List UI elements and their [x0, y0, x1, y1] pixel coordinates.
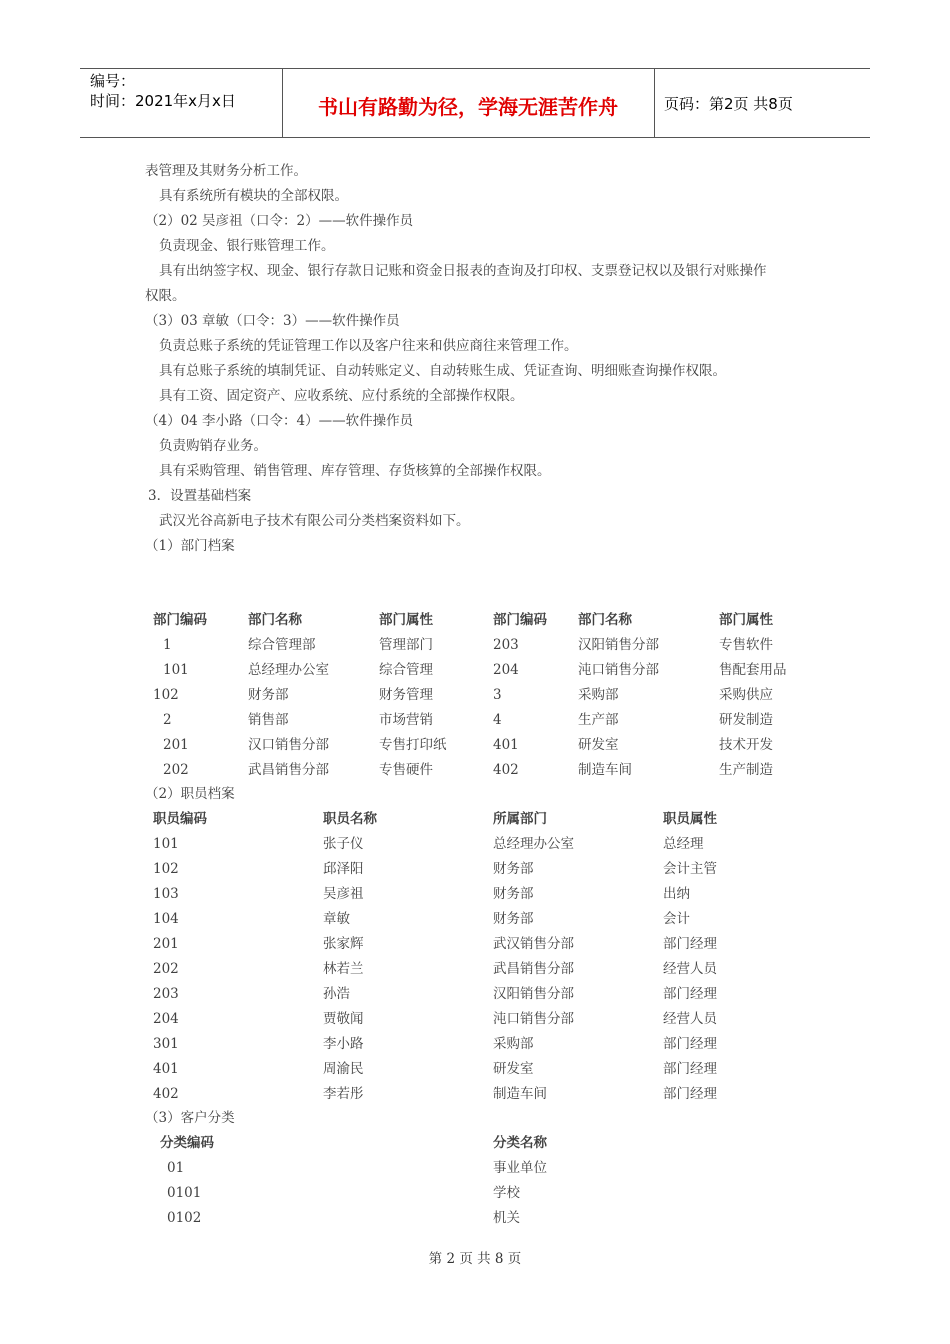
body-line: 表管理及其财务分析工作。: [145, 163, 307, 179]
table-cell: 专售硬件: [379, 762, 433, 778]
table-cell: 事业单位: [493, 1160, 547, 1176]
table-cell: 总经理办公室: [493, 836, 574, 852]
table-cell: 出纳: [663, 886, 690, 902]
table-cell: 201: [153, 936, 179, 952]
header-motto: 书山有路勤为径，学海无涯苦作舟: [318, 95, 618, 119]
table-cell: 203: [153, 986, 179, 1002]
header-divider: [654, 69, 655, 137]
table-cell: 4: [493, 712, 502, 728]
table-cell: 部门经理: [663, 986, 717, 1002]
table-cell: 汉阳销售分部: [578, 637, 659, 653]
table-cell: 张子仪: [323, 836, 364, 852]
table-cell: 3: [493, 687, 502, 703]
table-cell: 102: [153, 861, 179, 877]
table-header-cell: 职员编码: [153, 811, 207, 827]
table-cell: 武昌销售分部: [248, 762, 329, 778]
table-header-cell: 部门属性: [719, 612, 773, 628]
doc-number-label: 编号：: [90, 72, 136, 90]
table-cell: 101: [153, 836, 179, 852]
table-cell: 401: [493, 737, 519, 753]
table-cell: 售配套用品: [719, 662, 787, 678]
table-cell: 汉阳销售分部: [493, 986, 574, 1002]
table-header-cell: 部门属性: [379, 612, 433, 628]
body-line: 负责总账子系统的凭证管理工作以及客户往来和供应商往来管理工作。: [159, 338, 578, 354]
table-cell: 402: [493, 762, 519, 778]
body-line: （2）02 吴彦祖（口令：2）——软件操作员: [145, 213, 414, 229]
table-cell: 202: [153, 961, 179, 977]
body-line: 具有系统所有模块的全部权限。: [159, 188, 348, 204]
table-cell: 专售软件: [719, 637, 773, 653]
table-cell: 制造车间: [578, 762, 632, 778]
table-header-cell: 部门编码: [153, 612, 207, 628]
body-line: 具有工资、固定资产、应收系统、应付系统的全部操作权限。: [159, 388, 524, 404]
body-line: 具有总账子系统的填制凭证、自动转账定义、自动转账生成、凭证查询、明细账查询操作权限。: [159, 363, 726, 379]
table-cell: 张家辉: [323, 936, 364, 952]
table-cell: 总经理办公室: [248, 662, 329, 678]
table-cell: 武昌销售分部: [493, 961, 574, 977]
table-cell: 邱泽阳: [323, 861, 364, 877]
body-line: 权限。: [145, 288, 186, 304]
table-cell: 会计: [663, 911, 690, 927]
table-cell: 103: [153, 886, 179, 902]
table-cell: 综合管理部: [248, 637, 316, 653]
table-cell: 部门经理: [663, 1086, 717, 1102]
table-cell: 学校: [493, 1185, 520, 1201]
table-cell: 综合管理: [379, 662, 433, 678]
table-cell: 202: [163, 762, 189, 778]
table-cell: 周渝民: [323, 1061, 364, 1077]
table-cell: 104: [153, 911, 179, 927]
table-cell: 0101: [167, 1185, 202, 1201]
table-cell: 市场营销: [379, 712, 433, 728]
table-cell: 0102: [167, 1210, 202, 1226]
table-cell: 林若兰: [323, 961, 364, 977]
table-cell: 401: [153, 1061, 179, 1077]
table-cell: 402: [153, 1086, 179, 1102]
table-cell: 研发室: [578, 737, 619, 753]
table-cell: 生产制造: [719, 762, 773, 778]
table-cell: 采购供应: [719, 687, 773, 703]
table-header-cell: 部门编码: [493, 612, 547, 628]
section-heading: （2）职员档案: [145, 786, 235, 802]
body-line: 负责购销存业务。: [159, 438, 267, 454]
table-cell: 制造车间: [493, 1086, 547, 1102]
table-cell: 财务部: [493, 886, 534, 902]
table-cell: 201: [163, 737, 189, 753]
table-header-cell: 职员名称: [323, 811, 377, 827]
table-cell: 101: [163, 662, 189, 678]
table-cell: 财务部: [248, 687, 289, 703]
table-cell: 2: [163, 712, 172, 728]
table-cell: 管理部门: [379, 637, 433, 653]
table-cell: 研发制造: [719, 712, 773, 728]
table-cell: 部门经理: [663, 936, 717, 952]
table-cell: 204: [153, 1011, 179, 1027]
table-cell: 1: [163, 637, 172, 653]
table-cell: 李若彤: [323, 1086, 364, 1102]
table-header-cell: 部门名称: [578, 612, 632, 628]
table-cell: 财务部: [493, 861, 534, 877]
table-cell: 102: [153, 687, 179, 703]
table-cell: 沌口销售分部: [493, 1011, 574, 1027]
table-cell: 01: [167, 1160, 185, 1176]
body-line: 武汉光谷高新电子技术有限公司分类档案资料如下。: [159, 513, 470, 529]
section-heading: 3．设置基础档案: [148, 488, 252, 504]
table-cell: 采购部: [578, 687, 619, 703]
table-cell: 经营人员: [663, 1011, 717, 1027]
table-cell: 沌口销售分部: [578, 662, 659, 678]
table-cell: 孙浩: [323, 986, 350, 1002]
header-page-number: 页码：第2页 共8页: [664, 95, 793, 113]
section-heading: （1）部门档案: [145, 538, 235, 554]
table-header-cell: 职员属性: [663, 811, 717, 827]
table-cell: 会计主管: [663, 861, 717, 877]
body-line: 具有出纳签字权、现金、银行存款日记账和资金日报表的查询及打印权、支票登记权以及银行对账操作: [159, 263, 767, 279]
table-cell: 生产部: [578, 712, 619, 728]
body-line: （4）04 李小路（口令：4）——软件操作员: [145, 413, 414, 429]
table-cell: 汉口销售分部: [248, 737, 329, 753]
table-cell: 技术开发: [719, 737, 773, 753]
table-cell: 财务部: [493, 911, 534, 927]
body-line: 负责现金、银行账管理工作。: [159, 238, 335, 254]
table-cell: 部门经理: [663, 1061, 717, 1077]
body-line: 具有采购管理、销售管理、库存管理、存货核算的全部操作权限。: [159, 463, 551, 479]
table-cell: 贾敬闻: [323, 1011, 364, 1027]
table-header-cell: 部门名称: [248, 612, 302, 628]
table-header-cell: 分类编码: [160, 1135, 214, 1151]
page-header: [80, 68, 870, 138]
table-cell: 机关: [493, 1210, 520, 1226]
table-cell: 销售部: [248, 712, 289, 728]
doc-time-label: 时间：2021年x月x日: [90, 92, 236, 110]
table-header-cell: 所属部门: [493, 811, 547, 827]
table-header-cell: 分类名称: [493, 1135, 547, 1151]
section-heading: （3）客户分类: [145, 1110, 235, 1126]
table-cell: 吴彦祖: [323, 886, 364, 902]
table-cell: 专售打印纸: [379, 737, 447, 753]
table-cell: 财务管理: [379, 687, 433, 703]
table-cell: 301: [153, 1036, 179, 1052]
table-cell: 李小路: [323, 1036, 364, 1052]
table-cell: 经营人员: [663, 961, 717, 977]
table-cell: 武汉销售分部: [493, 936, 574, 952]
table-cell: 研发室: [493, 1061, 534, 1077]
table-cell: 部门经理: [663, 1036, 717, 1052]
table-cell: 203: [493, 637, 519, 653]
table-cell: 204: [493, 662, 519, 678]
table-cell: 采购部: [493, 1036, 534, 1052]
table-cell: 总经理: [663, 836, 704, 852]
header-meta: [90, 71, 236, 111]
table-cell: 章敏: [323, 911, 350, 927]
page-footer: 第 2 页 共 8 页: [428, 1251, 522, 1267]
body-line: （3）03 章敏（口令：3）——软件操作员: [145, 313, 400, 329]
